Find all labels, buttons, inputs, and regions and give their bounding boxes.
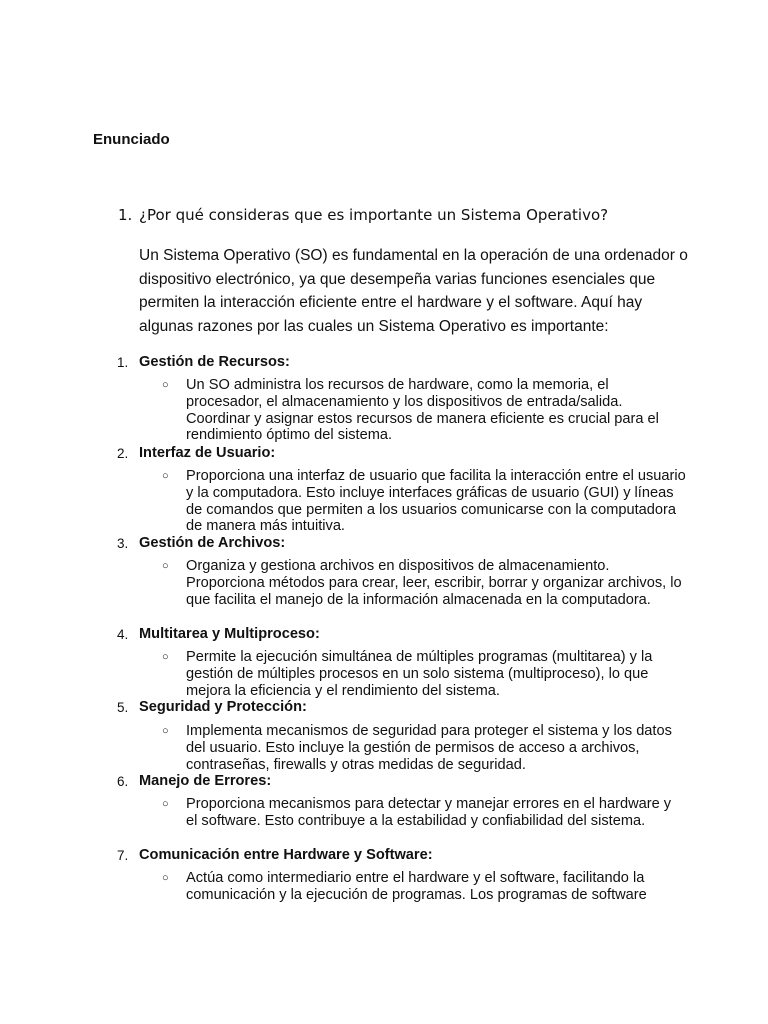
bullet-circle-icon: ○ [162, 725, 169, 737]
document-heading: Enunciado [93, 131, 170, 148]
question-number: 1. [118, 206, 133, 224]
question-text: ¿Por qué consideras que es importante un Sistema Operativo? [139, 206, 609, 224]
bullet-circle-icon: ○ [162, 651, 169, 663]
list-item-description: Organiza y gestiona archivos en dispositivos de almacenamiento. Proporciona métodos para crear, leer, escribir, borrar y organizar archivos, lo que facilita el manejo de la información almacenada en la computadora. [186, 558, 682, 608]
list-item-description: Proporciona mecanismos para detectar y manejar errores en el hardware y el software. Esto contribuye a la estabilidad y confiabilidad del sistema. [186, 796, 672, 829]
list-item-description: Un SO administra los recursos de hardware, como la memoria, el procesador, el almacenamiento y los dispositivos de entrada/salida. Coordinar y asignar estos recursos de manera eficiente es crucial para el rendimiento óptimo del sistema. [186, 377, 659, 444]
list-item-number: 3. [117, 536, 129, 551]
intro-paragraph: Un Sistema Operativo (SO) es fundamental en la operación de una ordenador o dispositivo electrónico, ya que desempeña varias funciones esenciales que permiten la interacción eficiente entre el hardware y el software. Aquí hay algunas razones por las cuales un Sistema Operativo es importante: [139, 247, 688, 335]
list-item-number: 7. [117, 848, 129, 863]
list-item-number: 2. [117, 446, 129, 461]
bullet-circle-icon: ○ [162, 379, 169, 391]
list-item-number: 1. [117, 355, 129, 370]
list-item-description: Actúa como intermediario entre el hardware y el software, facilitando la comunicación y la ejecución de programas. Los programas de software [186, 870, 647, 903]
list-item-title: Gestión de Recursos: [139, 354, 290, 370]
list-item-title: Interfaz de Usuario: [139, 445, 276, 461]
list-item-number: 4. [117, 627, 129, 642]
bullet-circle-icon: ○ [162, 872, 169, 884]
list-item-description: Permite la ejecución simultánea de múltiples programas (multitarea) y la gestión de múltiples procesos en un solo sistema (multiproceso), lo que mejora la eficiencia y el rendimiento del sistema. [186, 649, 653, 699]
bullet-circle-icon: ○ [162, 798, 169, 810]
list-item-number: 5. [117, 700, 129, 715]
bullet-circle-icon: ○ [162, 560, 169, 572]
bullet-circle-icon: ○ [162, 470, 169, 482]
list-item-title: Seguridad y Protección: [139, 699, 307, 715]
list-item-number: 6. [117, 774, 129, 789]
list-item-title: Gestión de Archivos: [139, 535, 286, 551]
list-item-title: Comunicación entre Hardware y Software: [139, 847, 433, 863]
list-item-title: Multitarea y Multiproceso: [139, 626, 320, 642]
list-item-description: Proporciona una interfaz de usuario que facilita la interacción entre el usuario y la computadora. Esto incluye interfaces gráficas de usuario (GUI) y líneas de comandos que permiten a los usuarios comunicarse con la computadora de manera más intuitiva. [186, 468, 686, 535]
list-item-description: Implementa mecanismos de seguridad para proteger el sistema y los datos del usuario. Esto incluye la gestión de permisos de acceso a archivos, contraseñas, firewalls y otras medidas de seguridad. [186, 723, 672, 773]
list-item-title: Manejo de Errores: [139, 773, 272, 789]
